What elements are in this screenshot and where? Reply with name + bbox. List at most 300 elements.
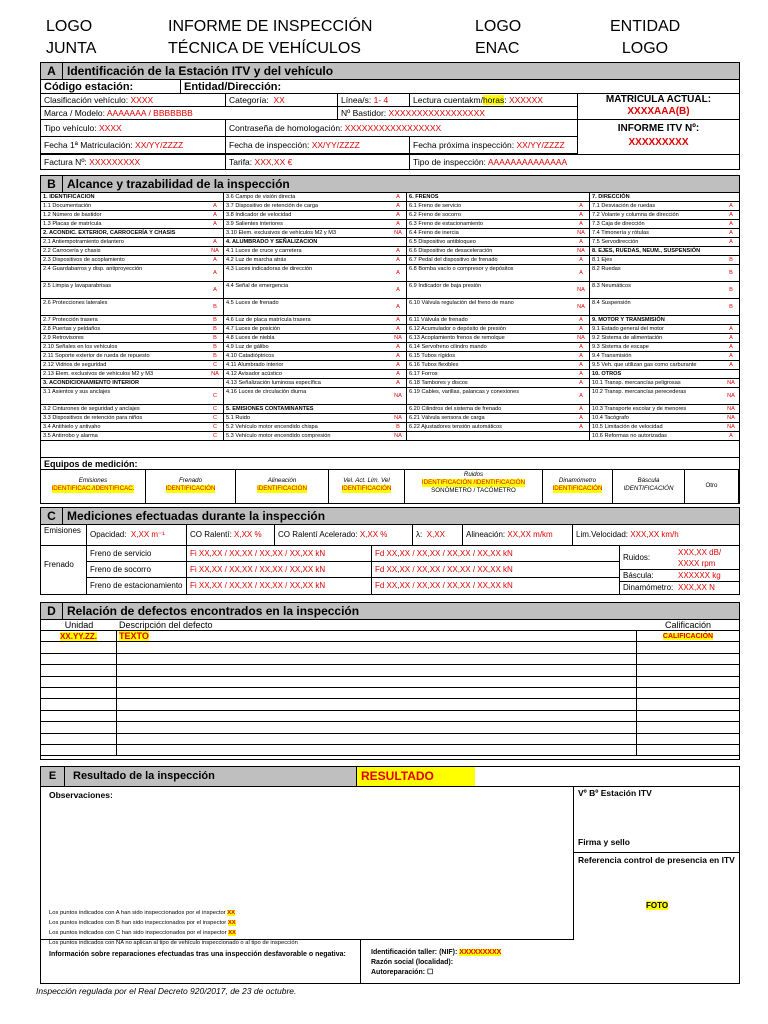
header-enac	[475, 16, 521, 60]
scope-cell	[590, 282, 739, 298]
bastidor-value: XXXXXXXXXXXXXXXXX	[388, 108, 485, 118]
defect-unit	[41, 642, 117, 652]
scope-row	[41, 282, 739, 299]
scope-cell	[590, 414, 739, 422]
freno-socorro-fd: Fd XX,XX / XX,XX / XX,XX / XX,XX kN	[372, 562, 620, 577]
scope-item-label: 6.3 Freno de estacionamiento	[409, 221, 484, 227]
matricula-value: XXXXAAA(B)	[627, 106, 690, 117]
scope-item-label: 3.2 Cinturones de seguridad y anclajes	[43, 406, 140, 412]
scope-cell	[407, 193, 590, 201]
defect-unit	[41, 722, 117, 732]
scope-cell	[407, 220, 590, 228]
scope-cell	[41, 247, 224, 255]
section-letter: E	[41, 767, 65, 786]
scope-item-label: 9.4 Transmisión	[592, 353, 632, 359]
scope-cell	[590, 229, 739, 237]
taller-info	[361, 940, 574, 983]
scope-item-label: 5.2 Vehículo motor encendido chispa	[226, 424, 318, 430]
scope-cell	[224, 238, 407, 246]
scope-cell	[407, 238, 590, 246]
scope-cell	[224, 202, 407, 210]
freno-servicio-fd: Fd XX,XX / XX,XX / XX,XX / XX,XX kN	[372, 546, 620, 561]
scope-item-result: A	[729, 212, 733, 218]
codigo-label: Código estación:	[41, 80, 181, 93]
scope-item-label: 3.1 Asientos y sus anclajes	[43, 389, 111, 395]
section-a	[40, 62, 740, 170]
scope-item-label: 6.9 Indicador de baja presión	[409, 283, 482, 289]
equipo-type: Dinamómetro	[558, 477, 597, 484]
scope-item-label: 4.12 Avisador acústico	[226, 371, 282, 377]
scope-item-label: 6.21 Válvula sensora de carga	[409, 415, 485, 421]
scope-item-result: C	[212, 415, 218, 421]
scope-cell	[224, 229, 407, 237]
title-line1: INFORME DE INSPECCIÓN	[168, 18, 373, 35]
scope-grid	[41, 193, 739, 441]
enac-text: ENAC	[475, 40, 520, 57]
equipo-type: Emisiones	[78, 477, 108, 484]
scope-item-label: 4.4 Señal de emergencia	[226, 283, 289, 289]
lect-horas: horas	[482, 95, 505, 105]
scope-cell	[224, 193, 407, 201]
sonometro-label: SONÓMETRO / TACÓMETRO	[431, 487, 516, 494]
scope-cell	[224, 334, 407, 342]
scope-cell	[41, 432, 224, 440]
scope-item-result: A	[729, 230, 733, 236]
scope-item-result: A	[396, 212, 400, 218]
scope-item-result: A	[729, 239, 733, 245]
scope-item-label: 3.9 Salientes interiores	[226, 221, 283, 227]
scope-cell	[407, 325, 590, 333]
scope-item-result: B	[213, 335, 217, 341]
defect-unit-value: XX.YY.ZZ.	[60, 632, 97, 641]
scope-item-label: 9. MOTOR Y TRANSMISIÓN	[592, 317, 665, 323]
scope-item-result: A	[579, 203, 583, 209]
defect-unit	[41, 665, 117, 675]
cat-value: XX	[273, 95, 285, 105]
scope-item-label: 3.4 Antihielo y antivaho	[43, 424, 101, 430]
scope-cell	[590, 405, 739, 413]
scope-row	[41, 352, 739, 361]
clasif-label: Clasificación vehículo:	[44, 95, 129, 105]
scope-row	[41, 361, 739, 370]
scope-item-label: 6.8 Bomba vacío o compresor y depósitos	[409, 266, 514, 272]
scope-item-result: A	[396, 344, 400, 350]
scope-item-result: A	[579, 239, 583, 245]
scope-item-result: A	[213, 239, 217, 245]
row-marca	[41, 107, 577, 120]
scope-item-result: A	[396, 353, 400, 359]
defect-row	[41, 688, 739, 699]
equipo-id: IDENTIFICACIÓN	[341, 485, 392, 492]
defect-desc	[117, 631, 637, 641]
limvel-value: XXX,XX km/h	[630, 530, 679, 539]
equipo-cell	[405, 470, 543, 503]
freno-estac-fi: Fi XX,XX / XX,XX / XX,XX / XX,XX kN	[187, 578, 372, 594]
equipo-cell	[543, 470, 613, 503]
section-letter: C	[41, 508, 63, 524]
defect-calif	[637, 677, 739, 687]
scope-item-label: 4.3 Luces indicadoras de dirección	[226, 266, 313, 272]
fi-label: Fecha de inspección:	[229, 140, 310, 150]
scope-item-label: 2.11 Soporte exterior de rueda de repuesto	[43, 353, 150, 359]
equipo-id: IDENTIFICAC./IDENTIFICAC.	[51, 485, 135, 492]
scope-cell	[41, 343, 224, 351]
scope-item-result: B	[729, 257, 733, 263]
scope-item-result: NA	[211, 371, 219, 377]
scope-cell	[41, 352, 224, 360]
scope-item-result: A	[729, 335, 733, 341]
scope-item-label: 6.22 Ajustadores tensión automáticos	[409, 424, 502, 430]
calif-header: Calificación	[664, 620, 712, 630]
observaciones-label: Observaciones:	[49, 790, 113, 800]
title-line2: TÉCNICA DE VEHÍCULOS	[168, 40, 361, 57]
scope-item-label	[407, 432, 573, 440]
scope-item-result: A	[396, 287, 400, 293]
equipo-id: IDENTIFICACIÓN	[552, 485, 603, 492]
scope-cell	[407, 361, 590, 369]
defect-desc	[117, 688, 637, 698]
scope-cell	[590, 379, 739, 387]
scope-item-result: B	[213, 344, 217, 350]
scope-item-label: 4.10 Catadióptricos	[226, 353, 275, 359]
entidad-text: ENTIDAD	[610, 18, 681, 35]
scope-item-result: A	[579, 326, 583, 332]
scope-row	[41, 265, 739, 282]
tipo-label: Tipo vehículo:	[44, 123, 97, 133]
reparaciones-label: Información sobre reparaciones efectuadas tras una inspección desfavorable o negativa:	[41, 940, 361, 983]
scope-cell	[407, 316, 590, 324]
scope-row	[41, 379, 739, 388]
junta-text: JUNTA	[46, 40, 97, 57]
scope-cell	[407, 229, 590, 237]
scope-cell	[224, 325, 407, 333]
scope-item-result: A	[396, 362, 400, 368]
section-c-body	[41, 525, 739, 594]
scope-cell	[224, 414, 407, 422]
equipo-type: Frenado	[178, 477, 203, 484]
scope-item-result: C	[212, 362, 218, 368]
scope-item-result: A	[396, 371, 400, 377]
scope-cell	[41, 220, 224, 228]
tarifa-value: XXX,XX €	[254, 157, 293, 167]
defect-desc	[117, 654, 637, 664]
cat-label: Categoría:	[229, 95, 269, 105]
scope-item-result: A	[579, 415, 583, 421]
scope-item-label: 2.9 Retrovisores	[43, 335, 84, 341]
scope-item-label: 3. ACONDICIONAMIENTO INTERIOR	[43, 380, 140, 386]
scope-item-result: A	[729, 326, 733, 332]
scope-row	[41, 388, 739, 405]
scope-item-result: NA	[211, 248, 219, 254]
scope-row	[41, 247, 739, 256]
scope-cell	[590, 211, 739, 219]
autoreparacion-checkbox[interactable]: Autoreparación: ☐	[371, 969, 434, 976]
scope-item-result: A	[579, 371, 583, 377]
scope-cell	[590, 432, 739, 440]
scope-item-label: 6.4 Freno de inercia	[409, 230, 459, 236]
scope-item-label: 2.2 Carrocería y chasis	[43, 248, 101, 254]
scope-item-label: 9.1 Estado general del motor	[592, 326, 664, 332]
scope-item-result: C	[212, 433, 218, 439]
alineacion-value: XX,XX m/km	[507, 530, 553, 539]
scope-item-result: A	[579, 270, 583, 276]
scope-item-label: 3.8 Indicador de velocidad	[226, 212, 292, 218]
dinamometro-value: XXX,XX N	[678, 583, 715, 592]
scope-item-result: A	[396, 257, 400, 263]
taller-nif-label: Identificación taller: (NIF):	[371, 949, 458, 956]
scope-item-result: A	[579, 353, 583, 359]
defect-calif	[637, 711, 739, 721]
factura-label: Factura Nº:	[44, 157, 87, 167]
scope-item-label: 1.3 Placas de matrícula	[43, 221, 102, 227]
ref-label: Referencia control de presencia en ITV	[578, 855, 735, 865]
scope-cell	[41, 316, 224, 324]
bascula-label: Báscula:	[623, 571, 654, 580]
footer-note: Inspección regulada por el Real Decreto 920/2017, de 23 de octubre.	[36, 986, 297, 996]
scope-item-result: B	[213, 326, 217, 332]
section-a-body	[41, 94, 739, 170]
scope-item-label: 6.18 Tambores y discos	[409, 380, 468, 386]
defect-desc	[117, 734, 637, 744]
scope-row	[41, 343, 739, 352]
scope-cell	[590, 238, 739, 246]
scope-item-result: B	[396, 424, 400, 430]
scope-item-result: NA	[727, 380, 735, 386]
scope-item-label: 10.3 Transporte escolar y de menores	[592, 406, 687, 412]
scope-cell	[224, 379, 407, 387]
scope-item-result: NA	[727, 415, 735, 421]
scope-item-label: 2.10 Señales en los vehículos	[43, 344, 118, 350]
scope-cell	[407, 388, 590, 404]
scope-item-label: 6.12 Acumulador o depósito de presión	[409, 326, 507, 332]
scope-item-result: NA	[727, 393, 735, 399]
scope-item-result: A	[729, 344, 733, 350]
alineacion-label: Alineación:	[466, 530, 506, 539]
scope-item-label: 7. DIRECCIÓN	[592, 194, 630, 200]
scope-cell	[224, 343, 407, 351]
scope-cell	[224, 423, 407, 431]
leyenda-a: Los puntos indicados con A han sido inspeccionados por el inspector	[49, 910, 226, 916]
scope-item-label: 7.4 Timonería y rótulas	[592, 230, 649, 236]
logo-text-3: LOGO	[621, 40, 669, 57]
scope-cell	[407, 202, 590, 210]
scope-item-result: A	[396, 194, 400, 200]
scope-cell	[224, 432, 407, 440]
fi-value: XX/YY/ZZZZ	[311, 140, 360, 150]
vb-label: Vº Bº Estación ITV	[578, 788, 652, 798]
scope-cell	[41, 423, 224, 431]
scope-item-result: NA	[577, 304, 585, 310]
scope-item-label: 2.12 Vidrios de seguridad	[43, 362, 107, 368]
lect-value: XXXXXX	[508, 95, 543, 105]
equipo-id: Otro	[705, 482, 718, 489]
contra-label: Contraseña de homologación:	[229, 123, 343, 133]
leyenda-na: Los puntos indicados con NA no aplican al tipo de vehículo inspeccionado o al tipo de inspección	[49, 940, 298, 946]
scope-cell	[590, 256, 739, 264]
scope-item-label: 6.14 Servofreno cilindro mando	[409, 344, 487, 350]
scope-item-result: B	[213, 317, 217, 323]
firma-label: Firma y sello	[578, 837, 630, 847]
scope-item-result: NA	[577, 230, 585, 236]
scope-cell	[590, 193, 739, 201]
defect-row	[41, 745, 739, 756]
row-fechas	[41, 137, 577, 154]
equipo-type: Vel. Act. Lim. Vel	[343, 477, 390, 484]
scope-item-label: 6.10 Válvula regulación del freno de mano	[409, 300, 514, 306]
tipo-insp-label: Tipo de inspección:	[413, 157, 486, 167]
equipo-id: IDENTIFICACIÓN /IDENTIFICACIÓN	[421, 479, 526, 486]
scope-item-label: 5.3 Vehículo motor encendido compresión	[226, 433, 331, 439]
scope-row	[41, 325, 739, 334]
scope-item-label: 9.2 Sistema de alimentación	[592, 335, 663, 341]
ref-box	[574, 853, 739, 983]
defect-unit	[41, 677, 117, 687]
informe-box	[577, 120, 739, 154]
scope-item-label: 4.9 Luz de gálibo	[226, 344, 269, 350]
scope-cell	[224, 256, 407, 264]
leyenda-b: Los puntos indicados con B han sido inspeccionados por el inspector	[49, 920, 227, 926]
defect-row	[41, 734, 739, 745]
dinamometro-label: Dinamómetro:	[623, 583, 674, 592]
scope-cell	[407, 405, 590, 413]
equipo-type: Alineación	[267, 477, 297, 484]
razon-social-label: Razón social (localidad):	[371, 959, 454, 966]
scope-row	[41, 432, 739, 441]
scope-cell	[407, 432, 590, 440]
scope-item-label: 6.5 Dispositivo antibloqueo	[409, 239, 476, 245]
scope-item-label: 7.1 Desviación de ruedas	[592, 203, 656, 209]
defect-row	[41, 642, 739, 653]
scope-item-label: 4.11 Alumbrado interior	[226, 362, 284, 368]
scope-cell	[41, 265, 224, 281]
foto-placeholder: FOTO	[646, 901, 669, 910]
defect-desc	[117, 699, 637, 709]
scope-item-result: A	[579, 424, 583, 430]
row-codigo	[41, 80, 739, 94]
scope-item-label: 2.5 Limpia y lavaparabrisas	[43, 283, 112, 289]
scope-cell	[590, 247, 739, 255]
matricula-box	[577, 94, 739, 120]
equipo-cell	[41, 470, 146, 503]
section-title: Mediciones efectuadas durante la inspección	[67, 509, 326, 523]
unidad-header: Unidad	[64, 620, 94, 630]
scope-item-result: A	[579, 406, 583, 412]
scope-item-result: B	[213, 353, 217, 359]
scope-item-label: 9.5 Veh. que utilizan gas como carburante	[592, 362, 697, 368]
scope-item-result	[573, 432, 589, 440]
f1-label: Fecha 1ª Matriculación:	[44, 140, 133, 150]
scope-item-label: 6.15 Tubos rígidos	[409, 353, 456, 359]
scope-item-result: A	[396, 380, 400, 386]
scope-item-result: A	[213, 203, 217, 209]
scope-item-label: 6.20 Cilindros del sistema de frenado	[409, 406, 502, 412]
section-a-header	[41, 63, 739, 80]
defect-calif	[637, 722, 739, 732]
equipo-cell	[236, 470, 329, 503]
defect-unit	[41, 631, 117, 641]
defect-rows	[41, 631, 739, 756]
scope-item-label: 6.1 Freno de servicio	[409, 203, 462, 209]
scope-item-result: A	[213, 287, 217, 293]
scope-item-label: 4.8 Luces de niebla	[226, 335, 275, 341]
defect-header	[41, 620, 739, 631]
scope-item-result: B	[729, 270, 733, 276]
vb-box	[574, 787, 739, 853]
equipo-type: Ruidos	[463, 471, 484, 478]
scope-row	[41, 405, 739, 414]
defect-calif	[637, 654, 739, 664]
scope-item-result: A	[579, 393, 583, 399]
tipo-insp-value: AAAAAAAAAAAAAA	[487, 157, 568, 167]
defect-desc	[117, 722, 637, 732]
scope-item-label: 2.6 Protecciones laterales	[43, 300, 108, 306]
section-c	[40, 507, 740, 595]
scope-item-label: 6.7 Pedal del dispositivo de frenado	[409, 257, 498, 263]
limvel-label: Lim.Velocidad:	[576, 530, 629, 539]
scope-item-result: NA	[727, 406, 735, 412]
scope-cell	[407, 265, 590, 281]
factura-value: XXXXXXXXX	[89, 157, 141, 167]
scope-item-label: 3.3 Dispositivos de retención para niños	[43, 415, 143, 421]
section-title: Resultado de la inspección	[65, 767, 357, 786]
scope-cell	[407, 256, 590, 264]
scope-cell	[224, 370, 407, 378]
defect-calif-value: CALIFICACIÓN	[662, 633, 714, 640]
ruidos-rpm: XXXX rpm	[678, 559, 716, 568]
scope-row	[41, 238, 739, 247]
scope-cell	[41, 238, 224, 246]
resultado-value: RESULTADO	[357, 767, 475, 786]
fp-label: Fecha próxima inspección:	[413, 140, 515, 150]
entidad-label: Entidad/Dirección:	[184, 81, 282, 93]
scope-cell	[590, 202, 739, 210]
scope-row	[41, 414, 739, 423]
co-acel-label: CO Ralentí Acelerado:	[278, 530, 358, 539]
scope-cell	[407, 423, 590, 431]
frenado-table	[87, 546, 620, 594]
defect-unit	[41, 745, 117, 755]
scope-cell	[407, 370, 590, 378]
scope-cell	[41, 388, 224, 404]
header-entidad	[610, 16, 680, 60]
leyenda-c: Los puntos indicados con C han sido inspeccionados por el inspector	[49, 930, 227, 936]
scope-item-label: 6.2 Freno de socorro	[409, 212, 461, 218]
scope-cell	[224, 265, 407, 281]
scope-cell	[224, 405, 407, 413]
scope-item-label: 10.5 Limitación de velocidad	[592, 424, 663, 430]
scope-row	[41, 299, 739, 316]
scope-cell	[41, 334, 224, 342]
scope-item-label: 7.3 Caja de dirección	[592, 221, 645, 227]
scope-cell	[590, 265, 739, 281]
scope-item-result: A	[579, 212, 583, 218]
scope-row	[41, 316, 739, 325]
scope-item-label: 10.2 Transp. mercancías perecederas	[592, 389, 687, 395]
scope-cell	[224, 316, 407, 324]
lambda-value: X,XX	[426, 530, 445, 539]
scope-cell	[224, 299, 407, 315]
scope-item-result: A	[213, 212, 217, 218]
equipo-cell	[685, 470, 739, 503]
defect-calif	[637, 631, 739, 641]
header-left	[46, 16, 96, 60]
scope-item-label: 1.2 Número de bastidor	[43, 212, 102, 218]
defect-row	[41, 654, 739, 665]
scope-cell	[407, 334, 590, 342]
scope-cell	[407, 299, 590, 315]
equipos-label: Equipos de medición:	[41, 457, 739, 469]
scope-row	[41, 256, 739, 265]
